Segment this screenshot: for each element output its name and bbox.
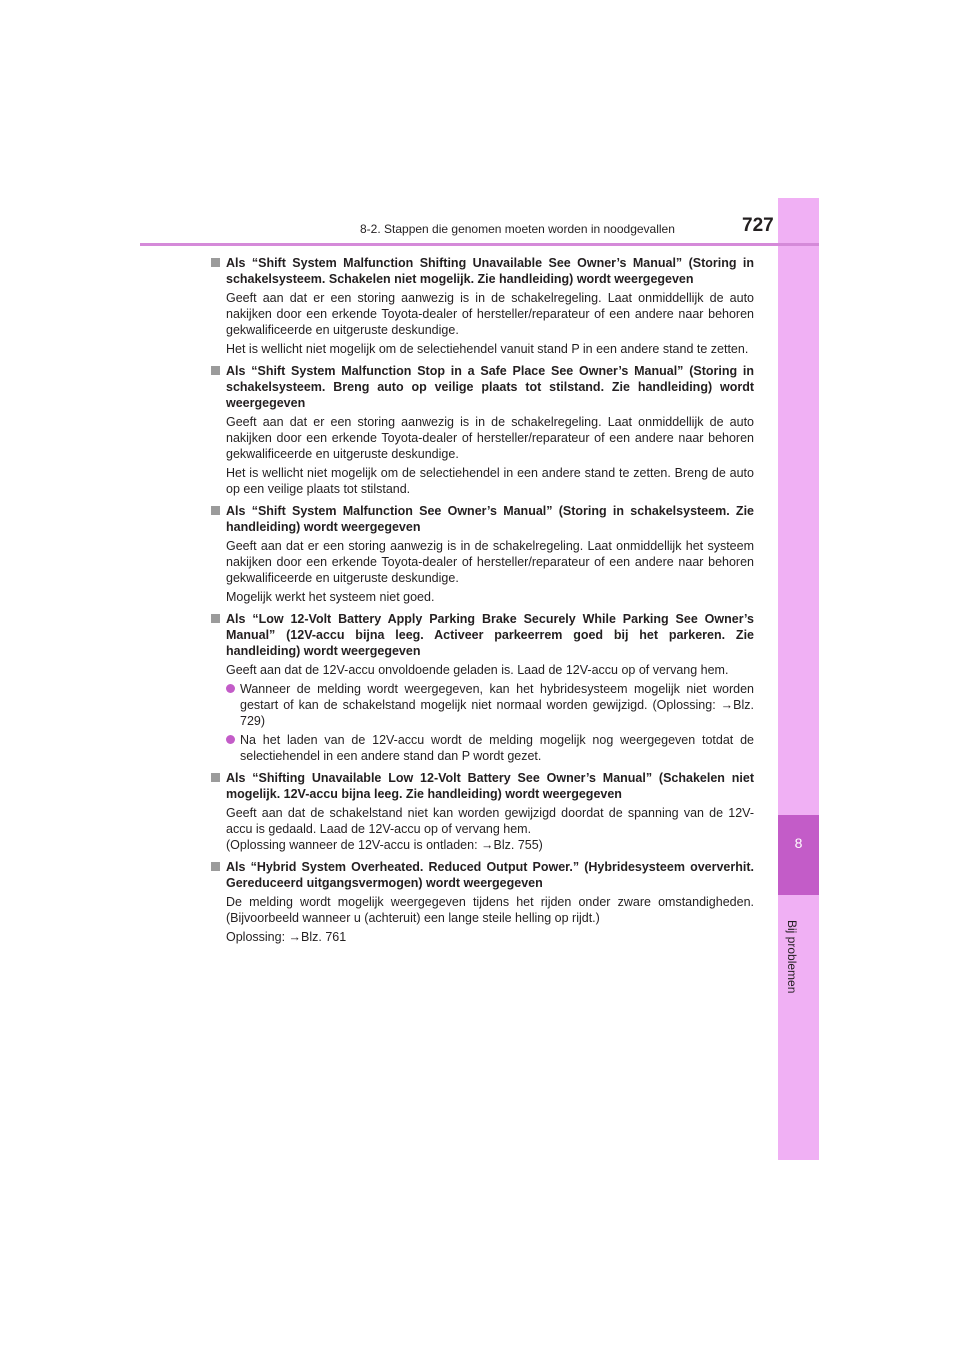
section <box>210 503 754 605</box>
section-title: Als “Shift System Malfunction Shifting Unavailable See Owner’s Manual” (Storing in schakelsysteem. Schakelen niet mogelijk. Zie handleiding) wordt weergegeven <box>210 255 754 287</box>
section-title: Als “Shift System Malfunction Stop in a Safe Place See Owner’s Manual” (Storing in schakelsysteem. Breng auto op veilige plaats tot stilstand. Zie handleiding) wordt weergegeven <box>210 363 754 411</box>
square-bullet-icon <box>211 862 220 871</box>
paragraph: Het is wellicht niet mogelijk om de selectiehendel vanuit stand P in een andere stand te zetten. <box>226 342 749 356</box>
square-bullet-icon <box>211 614 220 623</box>
content <box>210 255 754 951</box>
paragraph: Het is wellicht niet mogelijk om de selectiehendel in een andere stand te zetten. Breng de auto op een veilige plaats tot stilstand. <box>226 466 754 496</box>
header-title: 8-2. Stappen die genomen moeten worden in noodgevallen <box>360 222 675 236</box>
paragraph: Geeft aan dat er een storing aanwezig is in de schakelregeling. Laat onmiddellijk het systeem nakijken door een erkende Toyota-dealer of hersteller/reparateur of een andere naar behoren gekwalificeerde en uitgeruste deskundige. <box>226 539 754 585</box>
header-rule <box>140 243 819 246</box>
chapter-tab <box>778 815 819 895</box>
paragraph: Geeft aan dat er een storing aanwezig is in de schakelregeling. Laat onmiddellijk de auto nakijken door een erkende Toyota-dealer of hersteller/reparateur of een andere naar behoren gekwalificeerde en uitgeruste deskundige. <box>226 291 754 337</box>
square-bullet-icon <box>211 773 220 782</box>
section-title: Als “Hybrid System Overheated. Reduced Output Power.” (Hybridesysteem oververhit. Gereduceerd uitgangsvermogen) wordt weergegeven <box>210 859 754 891</box>
paragraph: De melding wordt mogelijk weergegeven tijdens het rijden onder zware omstandigheden. (Bijvoorbeeld wanneer u (achteruit) een lange steile helling op rijdt.) <box>226 895 754 925</box>
section <box>210 363 754 497</box>
section-title: Als “Shift System Malfunction See Owner’s Manual” (Storing in schakelsysteem. Zie handleiding) wordt weergegeven <box>210 503 754 535</box>
round-bullet-icon <box>226 735 235 744</box>
chapter-label: Bij problemen <box>785 920 799 994</box>
bullet-item: Na het laden van de 12V-accu wordt de melding mogelijk nog weergegeven totdat de selectiehendel in een andere stand dan P wordt gezet. <box>226 732 754 764</box>
paragraph: Mogelijk werkt het systeem niet goed. <box>226 590 435 604</box>
paragraph: Geeft aan dat er een storing aanwezig is in de schakelregeling. Laat onmiddellijk de auto nakijken door een erkende Toyota-dealer of hersteller/reparateur of een andere naar behoren gekwalificeerde en uitgeruste deskundige. <box>226 415 754 461</box>
paragraph: Geeft aan dat de schakelstand niet kan worden gewijzigd doordat de spanning van de 12V-accu is gedaald. Laad de 12V-accu op of vervang hem. <box>226 806 754 836</box>
paragraph: Geeft aan dat de 12V-accu onvoldoende geladen is. Laad de 12V-accu op of vervang hem. <box>226 663 729 677</box>
section <box>210 611 754 764</box>
paragraph: Oplossing: →Blz. 761 <box>226 930 347 944</box>
side-band <box>778 198 819 1160</box>
bullet-item: Wanneer de melding wordt weergegeven, kan het hybridesysteem mogelijk niet worden gestart of kan de schakelstand mogelijk niet normaal worden gewijzigd. (Oplossing: →Blz. 729) <box>226 681 754 729</box>
section <box>210 859 754 945</box>
section-title: Als “Shifting Unavailable Low 12-Volt Battery See Owner’s Manual” (Schakelen niet mogelijk. 12V-accu bijna leeg. Zie handleiding) wordt weergegeven <box>210 770 754 802</box>
square-bullet-icon <box>211 506 220 515</box>
page-number: 727 <box>742 215 774 236</box>
section-title: Als “Low 12-Volt Battery Apply Parking Brake Securely While Parking See Owner’s Manual” (12V-accu bijna leeg. Activeer parkeerrem goed bij het parkeren. Zie handleiding) wordt weergegeven <box>210 611 754 659</box>
section <box>210 255 754 357</box>
section <box>210 770 754 853</box>
round-bullet-icon <box>226 684 235 693</box>
square-bullet-icon <box>211 258 220 267</box>
paragraph: (Oplossing wanneer de 12V-accu is ontladen: →Blz. 755) <box>226 838 543 852</box>
chapter-number: 8 <box>794 835 803 851</box>
square-bullet-icon <box>211 366 220 375</box>
